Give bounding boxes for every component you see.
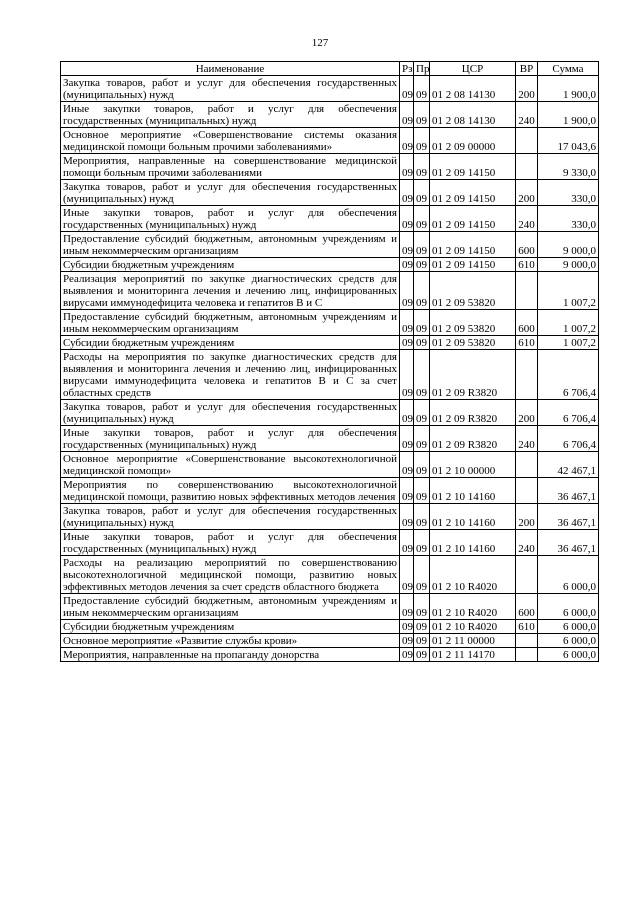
cell-csr: 01 2 10 R4020 — [430, 594, 516, 620]
cell-csr: 01 2 10 14160 — [430, 530, 516, 556]
budget-table — [60, 61, 599, 662]
cell-csr: 01 2 10 R4020 — [430, 620, 516, 634]
cell-name: Расходы на реализацию мероприятий по совершенствованию высокотехнологичной медицинской помощи, развитию новых эффективных методов лечения за счет средств областного бюджета — [61, 556, 400, 594]
cell-pr: 09 — [414, 310, 430, 336]
cell-sum: 6 000,0 — [538, 620, 599, 634]
cell-vr: 200 — [516, 400, 538, 426]
cell-name: Субсидии бюджетным учреждениям — [61, 336, 400, 350]
cell-name: Закупка товаров, работ и услуг для обеспечения государственных (муниципальных) нужд — [61, 76, 400, 102]
column-header-vr: ВР — [516, 62, 538, 76]
cell-name: Мероприятия по совершенствованию высокотехнологичной медицинской помощи, развитию новых эффективных методов лечения — [61, 478, 400, 504]
cell-csr: 01 2 10 00000 — [430, 452, 516, 478]
cell-pr: 09 — [414, 530, 430, 556]
table-row — [61, 76, 599, 102]
header-row — [61, 62, 599, 76]
cell-name: Основное мероприятие «Совершенствование системы оказания медицинской помощи больным прочими заболеваниями» — [61, 128, 400, 154]
cell-pr: 09 — [414, 648, 430, 662]
cell-sum: 42 467,1 — [538, 452, 599, 478]
cell-name: Предоставление субсидий бюджетным, автономным учреждениям и иным некоммерческим организациям — [61, 310, 400, 336]
cell-sum: 36 467,1 — [538, 478, 599, 504]
cell-name: Иные закупки товаров, работ и услуг для обеспечения государственных (муниципальных) нужд — [61, 206, 400, 232]
table-row — [61, 594, 599, 620]
cell-name: Мероприятия, направленные на пропаганду донорства — [61, 648, 400, 662]
cell-pr: 09 — [414, 180, 430, 206]
cell-pr: 09 — [414, 478, 430, 504]
table-row — [61, 504, 599, 530]
cell-csr: 01 2 09 14150 — [430, 180, 516, 206]
cell-sum: 17 043,6 — [538, 128, 599, 154]
cell-vr — [516, 154, 538, 180]
cell-csr: 01 2 09 53820 — [430, 272, 516, 310]
table-row — [61, 310, 599, 336]
cell-vr: 240 — [516, 530, 538, 556]
cell-csr: 01 2 08 14130 — [430, 76, 516, 102]
table-row — [61, 272, 599, 310]
table-row — [61, 206, 599, 232]
table-row — [61, 128, 599, 154]
cell-vr — [516, 452, 538, 478]
cell-csr: 01 2 10 R4020 — [430, 556, 516, 594]
cell-rz: 09 — [400, 310, 414, 336]
table-row — [61, 154, 599, 180]
cell-pr: 09 — [414, 594, 430, 620]
cell-rz: 09 — [400, 426, 414, 452]
cell-pr: 09 — [414, 634, 430, 648]
cell-pr: 09 — [414, 232, 430, 258]
cell-sum: 6 706,4 — [538, 426, 599, 452]
cell-pr: 09 — [414, 620, 430, 634]
cell-sum: 36 467,1 — [538, 504, 599, 530]
table-row — [61, 620, 599, 634]
cell-pr: 09 — [414, 350, 430, 400]
cell-sum: 9 000,0 — [538, 232, 599, 258]
cell-rz: 09 — [400, 128, 414, 154]
cell-rz: 09 — [400, 232, 414, 258]
table-row — [61, 634, 599, 648]
cell-rz: 09 — [400, 648, 414, 662]
cell-rz: 09 — [400, 594, 414, 620]
cell-rz: 09 — [400, 76, 414, 102]
cell-csr: 01 2 09 53820 — [430, 310, 516, 336]
cell-csr: 01 2 09 R3820 — [430, 426, 516, 452]
cell-csr: 01 2 09 14150 — [430, 154, 516, 180]
cell-csr: 01 2 10 14160 — [430, 504, 516, 530]
cell-vr — [516, 478, 538, 504]
cell-vr: 610 — [516, 258, 538, 272]
table-body — [61, 76, 599, 662]
column-header-name: Наименование — [61, 62, 400, 76]
cell-rz: 09 — [400, 336, 414, 350]
cell-rz: 09 — [400, 272, 414, 310]
table-row — [61, 452, 599, 478]
cell-rz: 09 — [400, 478, 414, 504]
cell-pr: 09 — [414, 452, 430, 478]
column-header-pr: Пр — [414, 62, 430, 76]
cell-sum: 9 330,0 — [538, 154, 599, 180]
table-row — [61, 350, 599, 400]
cell-sum: 6 000,0 — [538, 556, 599, 594]
cell-rz: 09 — [400, 180, 414, 206]
column-header-sum: Сумма — [538, 62, 599, 76]
cell-pr: 09 — [414, 258, 430, 272]
cell-pr: 09 — [414, 426, 430, 452]
cell-sum: 1 900,0 — [538, 76, 599, 102]
table-row — [61, 400, 599, 426]
cell-vr: 600 — [516, 232, 538, 258]
cell-sum: 1 007,2 — [538, 272, 599, 310]
cell-rz: 09 — [400, 350, 414, 400]
table-row — [61, 556, 599, 594]
cell-sum: 36 467,1 — [538, 530, 599, 556]
cell-sum: 330,0 — [538, 206, 599, 232]
page-number: 127 — [311, 37, 329, 49]
cell-sum: 6 706,4 — [538, 400, 599, 426]
column-header-csr: ЦСР — [430, 62, 516, 76]
cell-vr: 200 — [516, 76, 538, 102]
cell-vr: 240 — [516, 206, 538, 232]
cell-csr: 01 2 09 53820 — [430, 336, 516, 350]
cell-name: Иные закупки товаров, работ и услуг для обеспечения государственных (муниципальных) нужд — [61, 530, 400, 556]
cell-name: Основное мероприятие «Совершенствование высокотехнологичной медицинской помощи» — [61, 452, 400, 478]
table-row — [61, 478, 599, 504]
cell-name: Иные закупки товаров, работ и услуг для обеспечения государственных (муниципальных) нужд — [61, 426, 400, 452]
cell-vr — [516, 272, 538, 310]
cell-rz: 09 — [400, 258, 414, 272]
cell-rz: 09 — [400, 154, 414, 180]
cell-csr: 01 2 09 14150 — [430, 258, 516, 272]
cell-rz: 09 — [400, 556, 414, 594]
cell-sum: 1 007,2 — [538, 336, 599, 350]
cell-pr: 09 — [414, 206, 430, 232]
cell-vr: 240 — [516, 426, 538, 452]
cell-rz: 09 — [400, 400, 414, 426]
cell-csr: 01 2 10 14160 — [430, 478, 516, 504]
cell-name: Субсидии бюджетным учреждениям — [61, 258, 400, 272]
cell-csr: 01 2 09 R3820 — [430, 350, 516, 400]
cell-name: Закупка товаров, работ и услуг для обеспечения государственных (муниципальных) нужд — [61, 504, 400, 530]
cell-pr: 09 — [414, 336, 430, 350]
cell-name: Расходы на мероприятия по закупке диагностических средств для выявления и мониторинга лечения и лечению лиц, инфицированных вирусами иммунодефицита человека и гепатитов В и С за счет областных средств — [61, 350, 400, 400]
cell-csr: 01 2 08 14130 — [430, 102, 516, 128]
cell-vr: 240 — [516, 102, 538, 128]
cell-sum: 6 706,4 — [538, 350, 599, 400]
table-row — [61, 530, 599, 556]
column-header-rz: Рз — [400, 62, 414, 76]
cell-pr: 09 — [414, 128, 430, 154]
cell-vr: 610 — [516, 336, 538, 350]
cell-pr: 09 — [414, 76, 430, 102]
cell-csr: 01 2 11 00000 — [430, 634, 516, 648]
table-row — [61, 102, 599, 128]
cell-rz: 09 — [400, 530, 414, 556]
cell-sum: 6 000,0 — [538, 634, 599, 648]
cell-name: Закупка товаров, работ и услуг для обеспечения государственных (муниципальных) нужд — [61, 400, 400, 426]
cell-name: Мероприятия, направленные на совершенствование медицинской помощи больным прочими заболеваниями — [61, 154, 400, 180]
table-header — [61, 62, 599, 76]
cell-name: Субсидии бюджетным учреждениям — [61, 620, 400, 634]
cell-sum: 1 900,0 — [538, 102, 599, 128]
cell-sum: 6 000,0 — [538, 648, 599, 662]
cell-name: Иные закупки товаров, работ и услуг для обеспечения государственных (муниципальных) нужд — [61, 102, 400, 128]
cell-pr: 09 — [414, 102, 430, 128]
cell-name: Предоставление субсидий бюджетным, автономным учреждениям и иным некоммерческим организациям — [61, 594, 400, 620]
cell-rz: 09 — [400, 504, 414, 530]
cell-csr: 01 2 11 14170 — [430, 648, 516, 662]
cell-vr: 200 — [516, 504, 538, 530]
cell-rz: 09 — [400, 102, 414, 128]
cell-vr: 600 — [516, 594, 538, 620]
cell-csr: 01 2 09 14150 — [430, 232, 516, 258]
cell-pr: 09 — [414, 504, 430, 530]
cell-name: Предоставление субсидий бюджетным, автономным учреждениям и иным некоммерческим организациям — [61, 232, 400, 258]
cell-rz: 09 — [400, 452, 414, 478]
cell-vr — [516, 350, 538, 400]
cell-sum: 330,0 — [538, 180, 599, 206]
cell-vr: 200 — [516, 180, 538, 206]
cell-sum: 6 000,0 — [538, 594, 599, 620]
cell-vr — [516, 556, 538, 594]
cell-pr: 09 — [414, 154, 430, 180]
cell-sum: 1 007,2 — [538, 310, 599, 336]
cell-vr: 610 — [516, 620, 538, 634]
cell-csr: 01 2 09 14150 — [430, 206, 516, 232]
cell-rz: 09 — [400, 206, 414, 232]
cell-name: Реализация мероприятий по закупке диагностических средств для выявления и мониторинга лечения и лечению лиц, инфицированных вирусами иммунодефицита человека и гепатитов В и С — [61, 272, 400, 310]
cell-vr — [516, 128, 538, 154]
cell-rz: 09 — [400, 634, 414, 648]
cell-vr — [516, 648, 538, 662]
cell-rz: 09 — [400, 620, 414, 634]
cell-csr: 01 2 09 R3820 — [430, 400, 516, 426]
table-row — [61, 258, 599, 272]
cell-pr: 09 — [414, 400, 430, 426]
cell-vr: 600 — [516, 310, 538, 336]
table-row — [61, 426, 599, 452]
cell-vr — [516, 634, 538, 648]
table-row — [61, 232, 599, 258]
cell-name: Основное мероприятие «Развитие службы крови» — [61, 634, 400, 648]
cell-name: Закупка товаров, работ и услуг для обеспечения государственных (муниципальных) нужд — [61, 180, 400, 206]
cell-sum: 9 000,0 — [538, 258, 599, 272]
table-row — [61, 180, 599, 206]
table-row — [61, 336, 599, 350]
cell-pr: 09 — [414, 272, 430, 310]
cell-pr: 09 — [414, 556, 430, 594]
table-row — [61, 648, 599, 662]
cell-csr: 01 2 09 00000 — [430, 128, 516, 154]
